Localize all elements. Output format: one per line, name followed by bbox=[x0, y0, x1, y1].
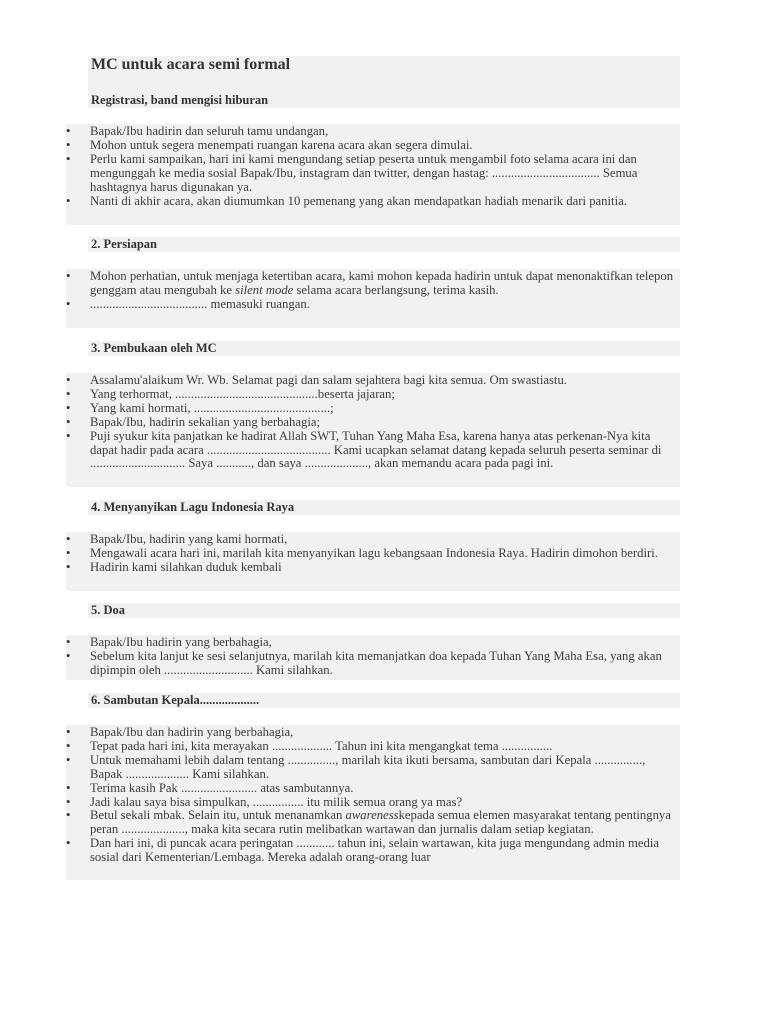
section-list-doa bbox=[66, 636, 678, 678]
list-item: • Nanti di akhir acara, akan diumumkan 10 pemenang yang akan mendapatkan hadiah menarik dari panitia. bbox=[66, 195, 678, 209]
list-item: • Puji syukur kita panjatkan ke hadirat Allah SWT, Tuhan Yang Maha Esa, karena hanya atas perkenan-Nya kita dapat hadir pada acara ....................................... Kami ucapkan selamat datang kepada seluruh peserta seminar di .............................. Saya ..........., dan saya ...................., akan memandu acara pada pagi ini. bbox=[66, 430, 678, 472]
section-list-pembukaan bbox=[66, 374, 678, 471]
section-heading-pembukaan: 3. Pembukaan oleh MC bbox=[91, 341, 217, 355]
section-heading-registrasi: Registrasi, band mengisi hiburan bbox=[91, 93, 269, 107]
section-heading-doa: 5. Doa bbox=[91, 603, 126, 617]
list-item: • Assalamu'alaikum Wr. Wb. Selamat pagi dan salam sejahtera bagi kita semua. Om swastiastu. bbox=[66, 374, 678, 388]
section-list-lagu bbox=[66, 533, 678, 575]
section-list-sambutan bbox=[66, 726, 678, 865]
list-item: • Bapak/Ibu dan hadirin yang berbahagia, bbox=[66, 726, 678, 740]
list-item: • Dan hari ini, di puncak acara peringatan ............ tahun ini, selain wartawan, kita juga mengundang admin media sosial dari Kementerian/Lembaga. Mereka adalah orang-orang luar bbox=[66, 837, 678, 865]
list-item: • Yang kami hormati, ...........................................; bbox=[66, 402, 678, 416]
list-item: • Hadirin kami silahkan duduk kembali bbox=[66, 561, 678, 575]
section-list-persiapan bbox=[66, 270, 678, 312]
item-text: kepada semua elemen masyarakat tentang pentingnya peran ...................., maka kita secara rutin melibatkan wartawan dan jurnalis dalam setiap kegiatan. bbox=[90, 808, 671, 837]
section-list-registrasi bbox=[66, 125, 678, 208]
section-heading-sambutan: 6. Sambutan Kepala................... bbox=[91, 693, 260, 707]
list-item: • Perlu kami sampaikan, hari ini kami mengundang setiap peserta untuk mengambil foto selama acara ini dan mengunggah ke media sosial Bapak/Ibu, instagram dan twitter, dengan hastag: .................................. Semua hashtagnya harus digunakan ya. bbox=[66, 153, 678, 195]
emphasis-text: silent mode bbox=[235, 282, 294, 297]
heading-band bbox=[88, 237, 680, 252]
list-item: • Tepat pada hari ini, kita merayakan ................... Tahun ini kita mengangkat tema ................ bbox=[66, 740, 678, 754]
document-title: MC untuk acara semi formal bbox=[91, 56, 291, 73]
list-item: • Yang terhormat, .............................................beserta jajaran; bbox=[66, 388, 678, 402]
list-item: • Mohon untuk segera menempati ruangan karena acara akan segera dimulai. bbox=[66, 139, 678, 153]
list-item: • Bapak/Ibu hadirin dan seluruh tamu undangan, bbox=[66, 125, 678, 139]
heading-band bbox=[88, 603, 680, 618]
list-item: • Terima kasih Pak ........................ atas sambutannya. bbox=[66, 782, 678, 796]
list-item bbox=[66, 809, 678, 837]
list-item: • Untuk memahami lebih dalam tentang ..............., marilah kita ikuti bersama, sambutan dari Kepala ..............., Bapak .................... Kami silahkan. bbox=[66, 754, 678, 782]
list-item: • Mengawali acara hari ini, marilah kita menyanyikan lagu kebangsaan Indonesia Raya. Hadirin dimohon berdiri. bbox=[66, 547, 678, 561]
item-text: Betul sekali mbak. Selain itu, untuk menanamkan bbox=[90, 808, 346, 823]
item-text: selama acara berlangsung, terima kasih. bbox=[293, 282, 499, 297]
list-item: • Sebelum kita lanjut ke sesi selanjutnya, marilah kita memanjatkan doa kepada Tuhan Yang Maha Esa, yang akan dipimpin oleh ............................ Kami silahkan. bbox=[66, 650, 678, 678]
emphasis-text: awareness bbox=[345, 808, 399, 823]
list-item: • Bapak/Ibu, hadirin sekalian yang berbahagia; bbox=[66, 416, 678, 430]
list-item: • ..................................... memasuki ruangan. bbox=[66, 298, 678, 312]
item-text: Mohon perhatian, untuk menjaga ketertiban acara, kami mohon kepada hadirin untuk dapat menonaktifkan telepon genggam atau mengubah ke bbox=[90, 269, 674, 297]
list-item bbox=[66, 270, 678, 298]
list-item: • Bapak/Ibu hadirin yang berbahagia, bbox=[66, 636, 678, 650]
list-item: • Bapak/Ibu, hadirin yang kami hormati, bbox=[66, 533, 678, 547]
list-item: • Jadi kalau saya bisa simpulkan, ................ itu milik semua orang ya mas? bbox=[66, 796, 678, 810]
section-heading-lagu: 4. Menyanyikan Lagu Indonesia Raya bbox=[91, 500, 295, 514]
section-heading-persiapan: 2. Persiapan bbox=[91, 237, 157, 251]
